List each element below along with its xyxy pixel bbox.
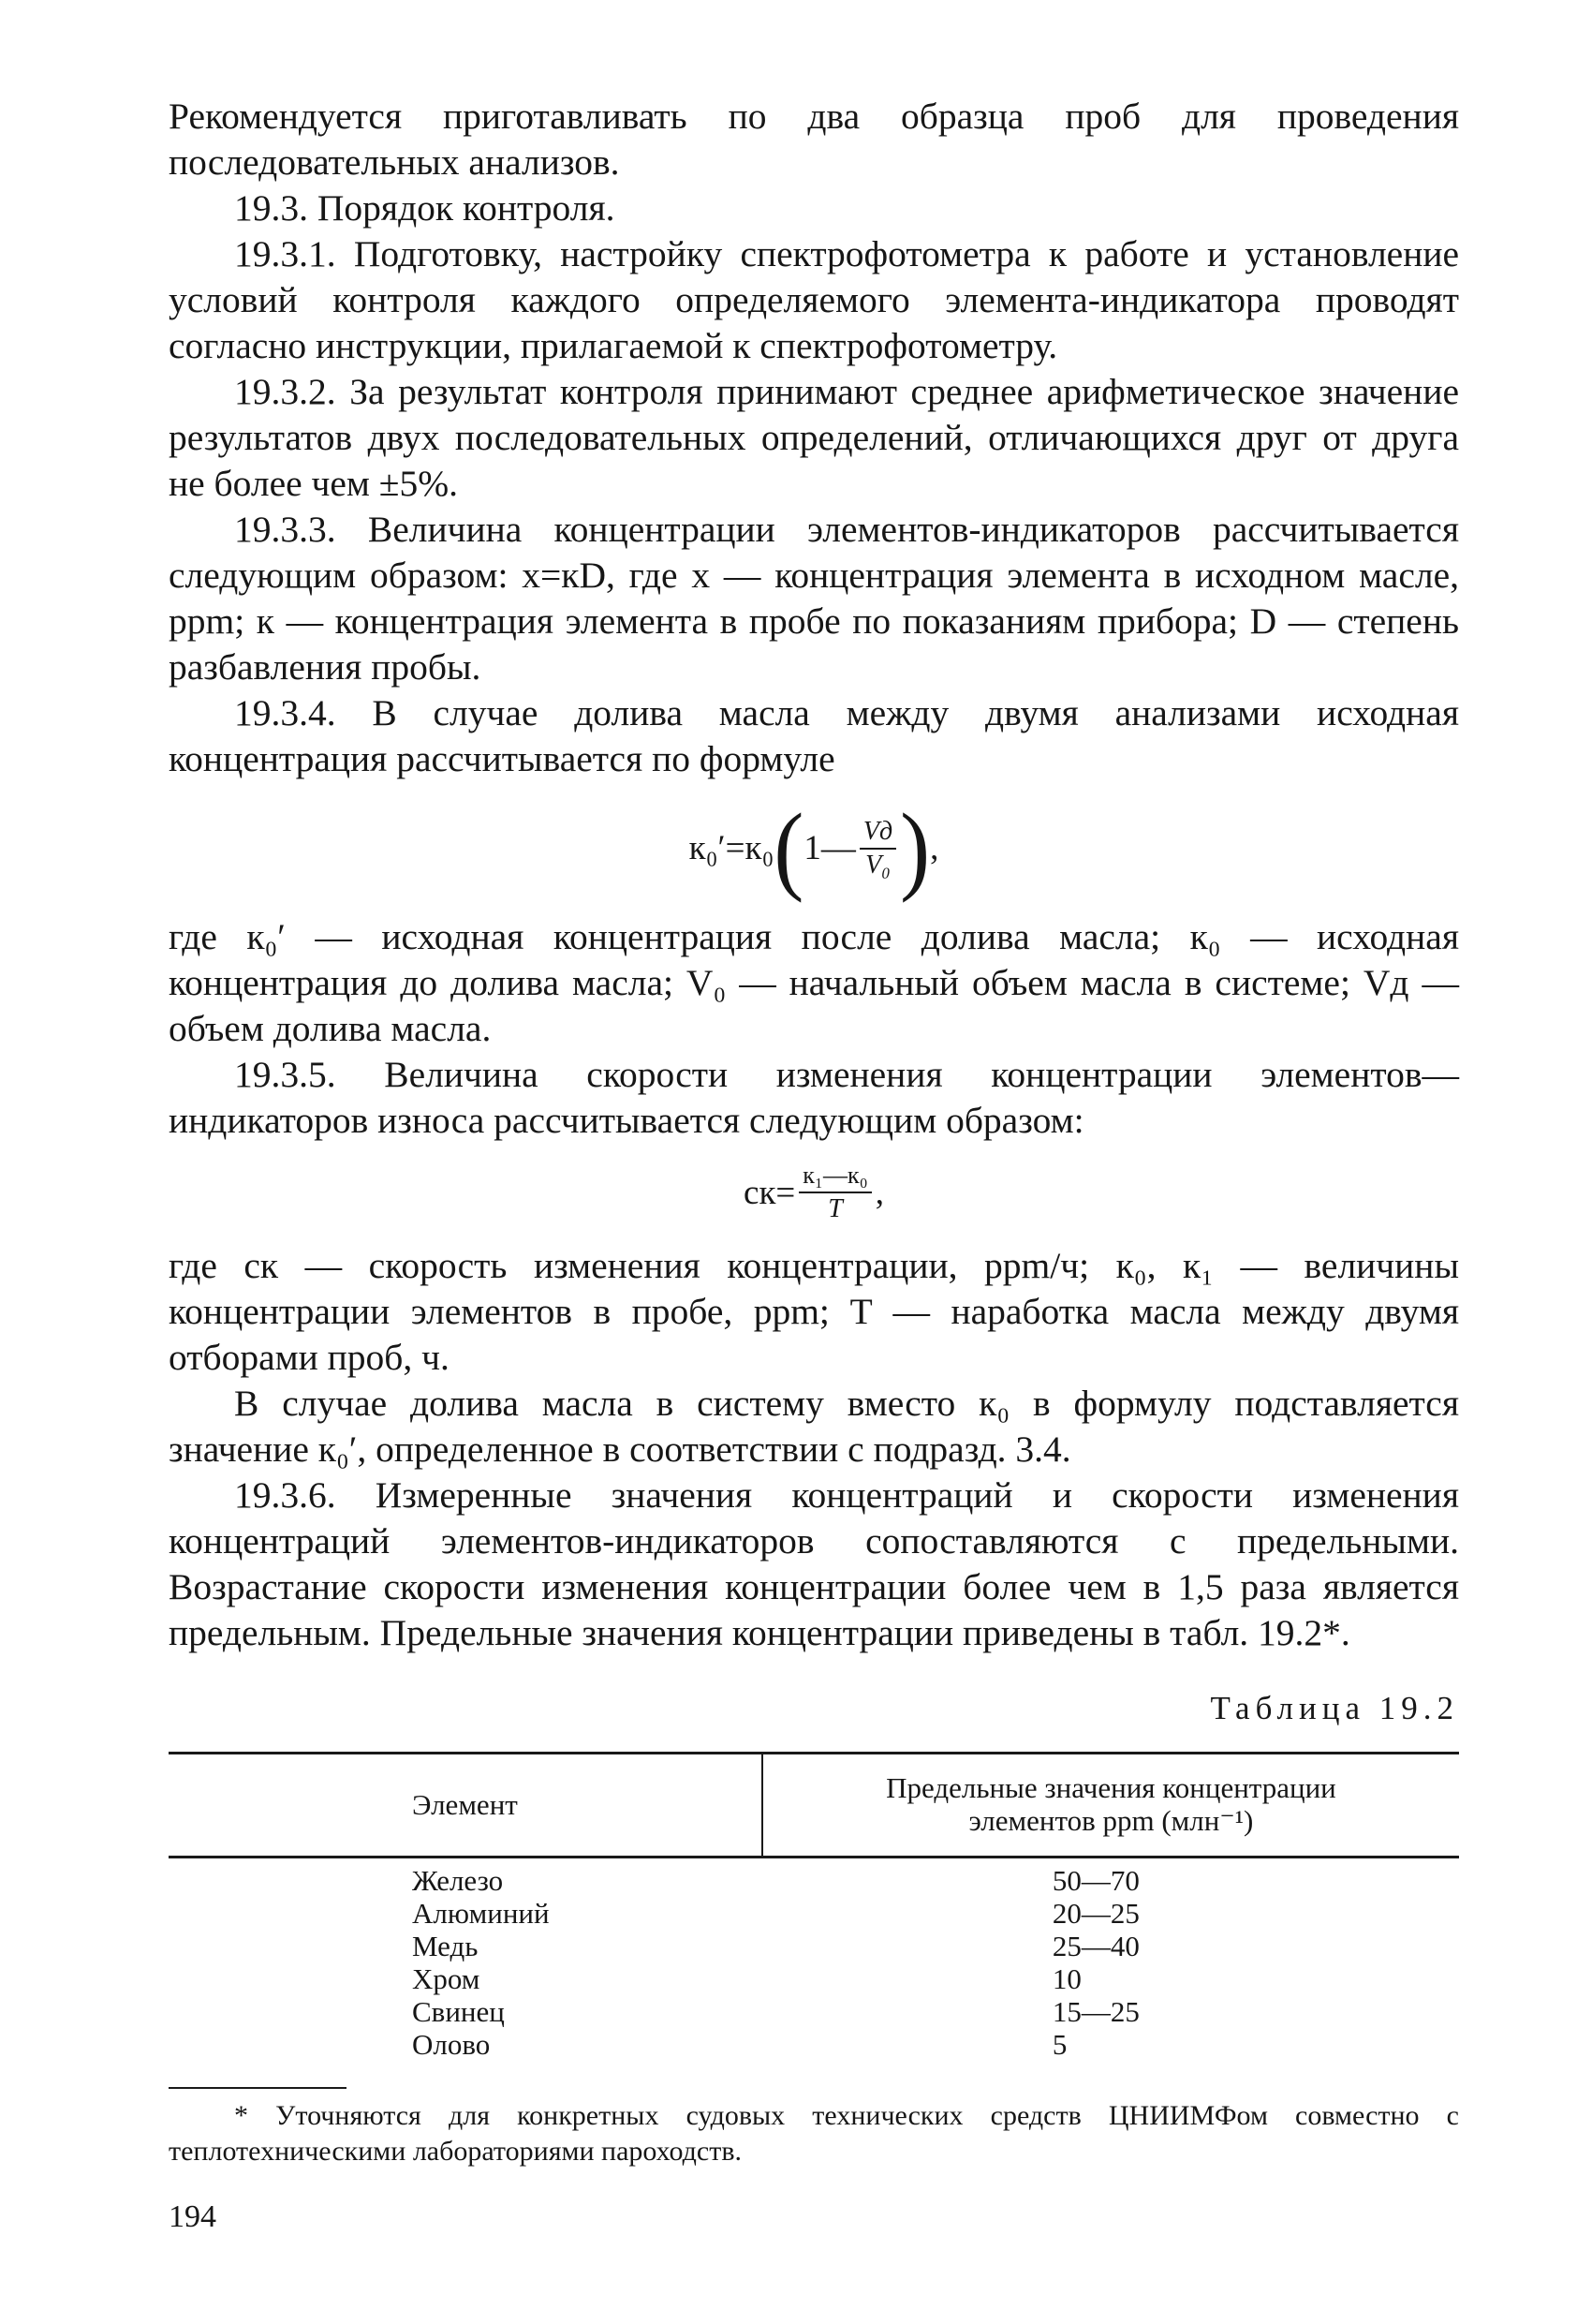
formula1-right-paren: ) — [900, 792, 931, 903]
cell-value: 20—25 — [1052, 1897, 1140, 1930]
formula2-denominator: T — [828, 1194, 843, 1223]
formula-initial-concentration — [169, 792, 1459, 903]
formula-rate-of-change — [169, 1155, 1459, 1230]
table-row — [169, 1995, 1459, 2028]
paragraph-19-3-5: 19.3.5. Величина скорости изменения концентрации элементов—индикаторов износа рассчитывается следующим образом: — [169, 1054, 1459, 1141]
limits-table — [169, 1752, 1459, 2061]
formula1-trail: , — [930, 829, 939, 867]
footnote: * Уточняются для конкретных судовых технических средств ЦНИИМФом совместно с теплотехническими лабораториями пароходств. — [169, 2100, 1459, 2167]
paragraph-19-3-3: 19.3.3. Величина концентрации элементов-индикаторов рассчитывается следующим образом: x=кD, где x — концентрация элемента в исходном масле, ppm; к — концентрация элемента в пробе по показаниям прибора; D — степень разбавления пробы. — [169, 509, 1459, 688]
header-limits-line2: элементов ppm (млн⁻¹) — [968, 1804, 1254, 1837]
paragraph-intro: Рекомендуется приготавливать по два образца проб для проведения последовательных анализов. — [169, 96, 1459, 183]
formula1-one-minus: 1— — [803, 829, 856, 867]
cell-value: 5 — [1052, 2028, 1068, 2061]
paragraph-19-3-1: 19.3.1. Подготовку, настройку спектрофотометра к работе и установление условий контроля каждого определяемого элемента-индикатора проводят согласно инструкции, прилагаемой к спектрофотометру. — [169, 233, 1459, 366]
footnote-divider — [169, 2087, 346, 2089]
cell-element: Хром — [412, 1962, 480, 1995]
section-heading-19-3: 19.3. Порядок контроля. — [234, 187, 615, 229]
formula1-denominator: V₀ — [865, 850, 891, 880]
header-limits — [762, 1754, 1459, 1858]
paragraph-19-3-2: 19.3.2. За результат контроля принимают среднее арифметическое значение результатов двух последовательных определений, отличающихся друг от друга не более чем ±5%. — [169, 371, 1459, 504]
formula2-trail: , — [875, 1173, 884, 1212]
formula1-left-paren: ( — [774, 792, 804, 903]
cell-element: Олово — [412, 2028, 491, 2061]
paragraph-19-3-6: 19.3.6. Измеренные значения концентраций и скорости изменения концентраций элементов-индикаторов сопоставляются с предельными. Возрастание скорости изменения концентрации более чем в 1,5 раза является предельным. Предельные значения концентрации приведены в табл. 19.2*. — [169, 1474, 1459, 1653]
paragraph-formula1-legend: где к₀′ — исходная концентрация после долива масла; к₀ — исходная концентрация до долива масла; V₀ — начальный объем масла в системе; Vд — объем долива масла. — [169, 916, 1459, 1049]
cell-value: 15—25 — [1052, 1995, 1140, 2028]
formula1-numerator: Vд — [860, 816, 896, 850]
cell-element: Железо — [412, 1864, 504, 1897]
table-header-row — [169, 1754, 1459, 1858]
formula2-fraction — [799, 1160, 871, 1225]
paragraph-19-3-4: 19.3.4. В случае долива масла между двумя анализами исходная концентрация рассчитывается по формуле — [169, 692, 1459, 779]
table-row — [169, 1962, 1459, 1995]
header-limits-line1: Предельные значения концентрации — [886, 1771, 1336, 1804]
cell-element: Медь — [412, 1930, 479, 1962]
table-caption: Таблица 19.2 — [1210, 1690, 1459, 1726]
cell-element: Свинец — [412, 1995, 505, 2028]
paragraph-formula2-legend: где cк — скорость изменения концентрации, ppm/ч; к₀, к₁ — величины концентрации элементов в пробе, ppm; T — наработка масла между двумя отборами проб, ч. — [169, 1245, 1459, 1378]
formula2-numerator: к₁—к₀ — [799, 1160, 871, 1193]
page-number: 194 — [169, 2199, 216, 2234]
paragraph-substitution: В случае долива масла в систему вместо к₀ в формулу подставляется значение к₀′, определенное в соответствии с подразд. 3.4. — [169, 1383, 1459, 1470]
cell-value: 50—70 — [1052, 1864, 1140, 1897]
table-row — [169, 1897, 1459, 1930]
formula1-fraction — [860, 816, 896, 881]
table-row — [169, 1930, 1459, 1962]
table-row — [169, 1858, 1459, 1898]
table-row — [169, 2028, 1459, 2061]
formula2-lhs: cк= — [744, 1173, 796, 1212]
formula1-lhs: к₀′=к₀ — [688, 829, 774, 867]
cell-value: 10 — [1052, 1962, 1082, 1995]
body-text — [169, 94, 1459, 1656]
cell-value: 25—40 — [1052, 1930, 1140, 1962]
cell-element: Алюминий — [412, 1897, 550, 1930]
header-element: Элемент — [169, 1754, 762, 1858]
